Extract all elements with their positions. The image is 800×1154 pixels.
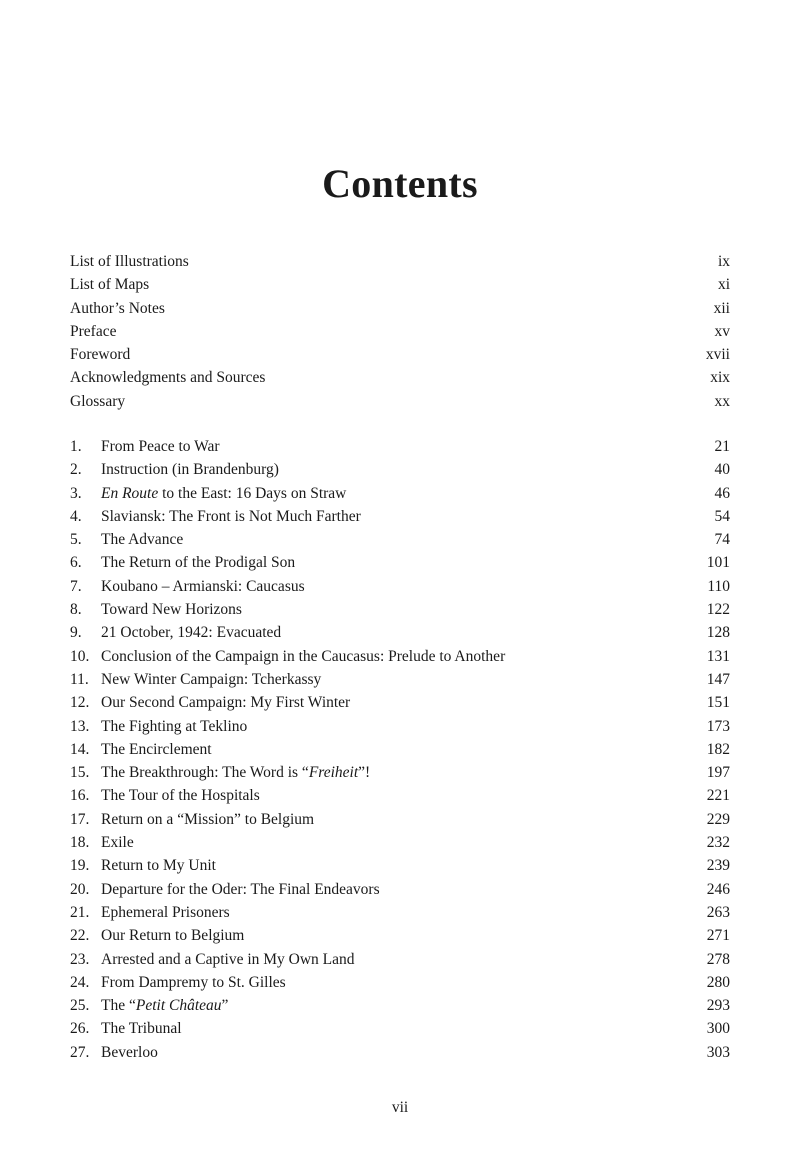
chapter-page-number: 173 bbox=[706, 717, 730, 735]
chapter-title bbox=[101, 715, 247, 738]
chapter-entry-left bbox=[70, 715, 247, 738]
chapter-title-part: Toward New Horizons bbox=[101, 601, 242, 619]
chapter-entry-left bbox=[70, 621, 281, 644]
chapter-number: 12. bbox=[70, 694, 90, 712]
chapter-title bbox=[101, 761, 370, 784]
chapter-page-number: 303 bbox=[706, 1043, 730, 1061]
chapter-entry bbox=[70, 598, 730, 621]
chapter-page-number: 232 bbox=[706, 834, 730, 852]
chapter-title bbox=[101, 598, 242, 621]
chapter-entry-left bbox=[70, 831, 134, 854]
chapter-entry-left bbox=[70, 458, 279, 481]
chapter-title-part: Exile bbox=[101, 834, 134, 852]
chapter-entry-left bbox=[70, 528, 183, 551]
chapter-page-number: 280 bbox=[706, 973, 730, 991]
chapter-title bbox=[101, 691, 350, 714]
chapter-page-number: 101 bbox=[706, 554, 730, 572]
chapter-title-part: ”! bbox=[358, 764, 371, 782]
chapter-entry bbox=[70, 761, 730, 784]
chapter-number: 10. bbox=[70, 647, 90, 665]
chapter-title-part: The Breakthrough: The Word is “ bbox=[101, 764, 309, 782]
chapter-entry-left bbox=[70, 598, 242, 621]
chapter-page-number: 221 bbox=[706, 787, 730, 805]
toc-entry bbox=[70, 366, 730, 389]
chapter-entry-left bbox=[70, 924, 244, 947]
chapter-page-number: 300 bbox=[706, 1020, 730, 1038]
chapter-entry-left bbox=[70, 551, 295, 574]
entry-page-number: xx bbox=[714, 392, 730, 410]
chapter-number: 13. bbox=[70, 717, 90, 735]
chapter-number: 7. bbox=[70, 577, 82, 595]
chapter-page-number: 263 bbox=[706, 903, 730, 921]
chapter-entry-left bbox=[70, 435, 220, 458]
chapter-title-part: Ephemeral Prisoners bbox=[101, 903, 230, 921]
chapter-page-number: 239 bbox=[706, 857, 730, 875]
chapter-entry bbox=[70, 458, 730, 481]
chapter-number: 9. bbox=[70, 624, 82, 642]
chapter-title bbox=[101, 901, 230, 924]
chapter-title-part: The Tour of the Hospitals bbox=[101, 787, 260, 805]
chapter-title-italic-part: En Route bbox=[101, 484, 159, 502]
chapter-title bbox=[101, 575, 305, 598]
chapter-title-italic-part: Freiheit bbox=[308, 764, 359, 782]
chapter-entry bbox=[70, 1041, 730, 1064]
chapter-title bbox=[101, 854, 216, 877]
chapter-entry-left bbox=[70, 854, 216, 877]
chapter-page-number: 40 bbox=[714, 461, 730, 479]
chapter-page-number: 271 bbox=[706, 927, 730, 945]
entry-page-number: xv bbox=[714, 322, 730, 340]
chapter-number: 8. bbox=[70, 601, 82, 619]
chapter-entry bbox=[70, 575, 730, 598]
entry-title: List of Illustrations bbox=[70, 253, 189, 270]
chapter-entry bbox=[70, 854, 730, 877]
chapter-number: 22. bbox=[70, 927, 90, 945]
chapter-title bbox=[101, 1041, 158, 1064]
chapter-title bbox=[101, 482, 346, 505]
chapter-title-part: Our Return to Belgium bbox=[101, 927, 245, 945]
chapter-entry bbox=[70, 901, 730, 924]
toc-entry bbox=[70, 297, 730, 320]
chapter-entry bbox=[70, 971, 730, 994]
chapter-entry-left bbox=[70, 738, 212, 761]
chapter-entry bbox=[70, 435, 730, 458]
chapter-title-part: The Advance bbox=[101, 531, 184, 549]
chapter-title bbox=[101, 668, 321, 691]
chapter-title-part: Arrested and a Captive in My Own Land bbox=[101, 950, 355, 968]
chapter-page-number: 278 bbox=[706, 950, 730, 968]
chapter-title-part: Instruction (in Brandenburg) bbox=[101, 461, 279, 479]
chapter-number: 6. bbox=[70, 554, 82, 572]
chapter-title-part: From Dampremy to St. Gilles bbox=[101, 973, 286, 991]
chapter-title bbox=[101, 738, 212, 761]
chapter-entry-left bbox=[70, 575, 305, 598]
chapter-title-part: Conclusion of the Campaign in the Caucasus: Prelude to Another bbox=[101, 647, 506, 665]
chapter-entry-left bbox=[70, 691, 350, 714]
chapter-title-part: Beverloo bbox=[101, 1043, 158, 1061]
chapter-entry bbox=[70, 808, 730, 831]
chapter-entry bbox=[70, 948, 730, 971]
chapter-title bbox=[101, 784, 260, 807]
chapter-entry bbox=[70, 738, 730, 761]
chapter-number: 25. bbox=[70, 997, 90, 1015]
chapter-title bbox=[101, 994, 228, 1017]
chapter-number: 23. bbox=[70, 950, 90, 968]
chapter-number: 1. bbox=[70, 438, 82, 455]
chapter-title bbox=[101, 831, 134, 854]
chapter-entry bbox=[70, 482, 730, 505]
toc-entry bbox=[70, 390, 730, 413]
chapter-entry-left bbox=[70, 878, 380, 901]
chapter-page-number: 246 bbox=[706, 880, 730, 898]
chapter-page-number: 74 bbox=[714, 531, 730, 549]
entry-title: Preface bbox=[70, 322, 117, 340]
entry-page-number: xvii bbox=[705, 346, 730, 364]
entry-page-number: xix bbox=[710, 369, 730, 387]
chapter-page-number: 147 bbox=[706, 670, 730, 688]
chapter-title bbox=[101, 971, 286, 994]
chapter-entry bbox=[70, 1017, 730, 1040]
chapter-number: 3. bbox=[70, 484, 82, 502]
chapter-entry-left bbox=[70, 994, 228, 1017]
chapter-number: 17. bbox=[70, 810, 90, 828]
chapter-title-part: 21 October, 1942: Evacuated bbox=[101, 624, 282, 642]
chapter-page-number: 151 bbox=[706, 694, 730, 712]
chapter-title bbox=[101, 505, 361, 528]
chapter-entry bbox=[70, 668, 730, 691]
chapter-page-number: 110 bbox=[707, 577, 730, 595]
chapter-number: 4. bbox=[70, 507, 82, 525]
chapter-page-number: 122 bbox=[706, 601, 730, 619]
chapter-entry-left bbox=[70, 645, 505, 668]
chapter-title-part: The Return of the Prodigal Son bbox=[101, 554, 296, 572]
chapter-title-part: The Encirclement bbox=[101, 740, 212, 758]
chapter-page-number: 46 bbox=[714, 484, 730, 502]
chapter-entry-left bbox=[70, 1041, 158, 1064]
chapter-page-number: 128 bbox=[706, 624, 730, 642]
chapter-number: 11. bbox=[70, 670, 89, 688]
chapter-page-number: 293 bbox=[706, 997, 730, 1015]
chapter-title-part: The Fighting at Teklino bbox=[101, 717, 248, 735]
entry-title: Author’s Notes bbox=[70, 299, 165, 317]
chapter-title-part: New Winter Campaign: Tcherkassy bbox=[101, 670, 322, 688]
chapter-entry-left bbox=[70, 482, 346, 505]
chapter-number: 5. bbox=[70, 531, 82, 549]
chapter-number: 16. bbox=[70, 787, 90, 805]
page-title: Contents bbox=[322, 161, 478, 206]
chapter-title-part: Koubano – Armianski: Caucasus bbox=[101, 577, 305, 595]
entry-title: Acknowledgments and Sources bbox=[70, 369, 266, 387]
entry-title: List of Maps bbox=[70, 276, 150, 294]
chapter-number: 24. bbox=[70, 973, 90, 991]
chapter-entry bbox=[70, 784, 730, 807]
chapter-page-number: 21 bbox=[714, 438, 730, 455]
chapter-title bbox=[101, 645, 505, 668]
chapter-entry-left bbox=[70, 971, 286, 994]
chapter-number: 21. bbox=[70, 903, 90, 921]
chapter-page-number: 131 bbox=[706, 647, 730, 665]
chapter-entry-left bbox=[70, 901, 230, 924]
chapter-title bbox=[101, 924, 244, 947]
page-number: vii bbox=[391, 1099, 409, 1116]
chapter-entry-left bbox=[70, 1017, 182, 1040]
toc-entry bbox=[70, 320, 730, 343]
toc-entry bbox=[70, 273, 730, 296]
chapter-entry-left bbox=[70, 784, 260, 807]
chapter-entry bbox=[70, 831, 730, 854]
chapter-number: 15. bbox=[70, 764, 90, 782]
chapter-number: 14. bbox=[70, 740, 90, 758]
chapter-entry bbox=[70, 715, 730, 738]
chapter-entry bbox=[70, 621, 730, 644]
chapter-page-number: 54 bbox=[714, 507, 730, 525]
entry-title: Glossary bbox=[70, 392, 126, 410]
chapter-entry bbox=[70, 924, 730, 947]
chapter-number: 27. bbox=[70, 1043, 90, 1061]
chapter-title bbox=[101, 808, 314, 831]
chapter-title-italic-part: Petit Château bbox=[135, 997, 222, 1015]
chapter-title-part: to the East: 16 Days on Straw bbox=[158, 484, 347, 502]
chapter-title bbox=[101, 1017, 182, 1040]
chapter-title bbox=[101, 621, 281, 644]
entry-page-number: xi bbox=[717, 276, 730, 294]
chapter-entry-left bbox=[70, 761, 370, 784]
chapter-entry bbox=[70, 528, 730, 551]
chapter-title-part: Return to My Unit bbox=[101, 857, 216, 875]
chapter-title-part: ” bbox=[221, 997, 229, 1015]
chapter-entry bbox=[70, 505, 730, 528]
chapter-number: 18. bbox=[70, 834, 90, 852]
chapter-title bbox=[101, 878, 380, 901]
chapter-title-part: Our Second Campaign: My First Winter bbox=[101, 694, 351, 712]
chapter-title-part: Slaviansk: The Front is Not Much Farther bbox=[101, 507, 361, 525]
chapter-title-part: From Peace to War bbox=[101, 438, 220, 455]
chapter-title bbox=[101, 948, 355, 971]
chapter-entry-left bbox=[70, 808, 314, 831]
chapter-title bbox=[101, 458, 279, 481]
chapter-entry bbox=[70, 994, 730, 1017]
chapter-title-part: Departure for the Oder: The Final Endeavors bbox=[101, 880, 380, 898]
chapter-page-number: 229 bbox=[706, 810, 730, 828]
chapter-number: 2. bbox=[70, 461, 82, 479]
chapter-title bbox=[101, 435, 220, 458]
entry-page-number: xii bbox=[713, 299, 730, 317]
chapter-page-number: 182 bbox=[706, 740, 730, 758]
chapter-entry bbox=[70, 645, 730, 668]
chapter-page-number: 197 bbox=[706, 764, 730, 782]
chapter-list bbox=[70, 435, 730, 1064]
chapter-entry-left bbox=[70, 948, 355, 971]
chapter-entry-left bbox=[70, 505, 361, 528]
entry-page-number: ix bbox=[717, 253, 730, 270]
toc-entry bbox=[70, 250, 730, 273]
chapter-number: 20. bbox=[70, 880, 90, 898]
front-matter-list bbox=[70, 250, 730, 413]
toc-entry bbox=[70, 343, 730, 366]
entry-title: Foreword bbox=[70, 346, 131, 364]
chapter-number: 26. bbox=[70, 1020, 90, 1038]
chapter-title-part: The Tribunal bbox=[101, 1020, 182, 1038]
chapter-entry bbox=[70, 691, 730, 714]
chapter-title bbox=[101, 528, 183, 551]
chapter-title-part: Return on a “Mission” to Belgium bbox=[101, 810, 315, 828]
chapter-number: 19. bbox=[70, 857, 90, 875]
chapter-entry-left bbox=[70, 668, 321, 691]
chapter-entry bbox=[70, 551, 730, 574]
chapter-title-part: The “ bbox=[101, 997, 136, 1015]
chapter-title bbox=[101, 551, 295, 574]
chapter-entry bbox=[70, 878, 730, 901]
